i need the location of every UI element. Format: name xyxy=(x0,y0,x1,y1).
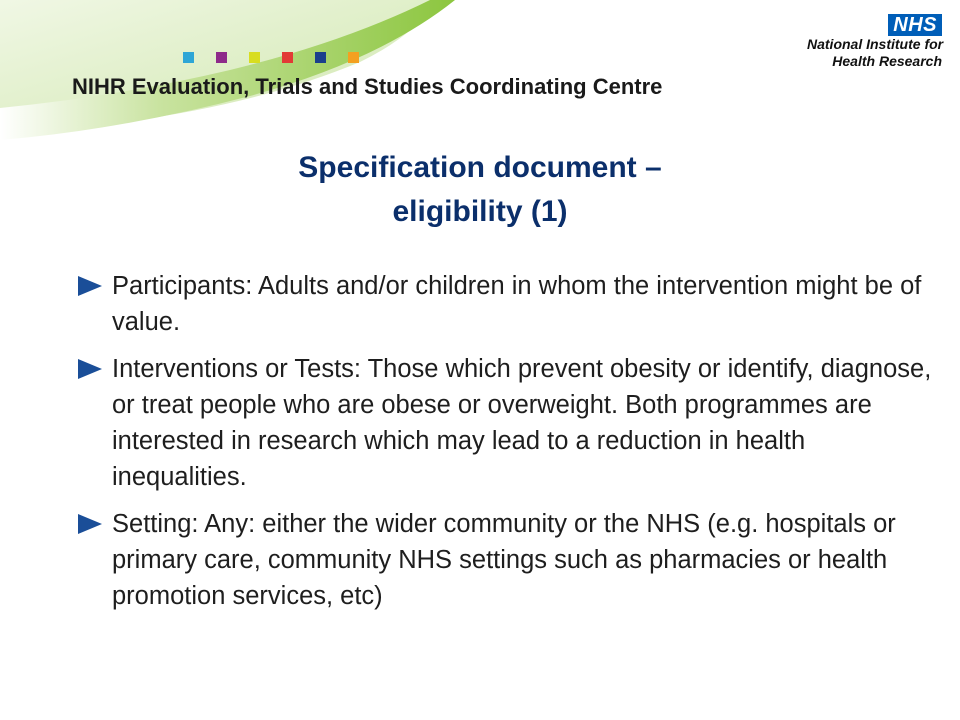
centre-name: NIHR Evaluation, Trials and Studies Coordinating Centre xyxy=(72,74,663,99)
logo-line-1: National Institute for xyxy=(807,36,944,52)
arrow-bullet-icon xyxy=(78,276,102,296)
logo-line-2: Health Research xyxy=(832,53,942,69)
bullet-text: Participants: Adults and/or children in whom the intervention might be of value. xyxy=(112,272,922,336)
dot-6 xyxy=(348,52,359,63)
bullet-interventions xyxy=(78,351,938,495)
color-dots-decoration xyxy=(183,52,359,63)
title-line-2: eligibility (1) xyxy=(392,195,568,228)
bullet-participants xyxy=(78,268,938,340)
nhs-badge: NHS xyxy=(888,14,942,36)
dot-5 xyxy=(315,52,326,63)
bullet-text: Setting: Any: either the wider community or the NHS (e.g. hospitals or primary care, community NHS settings such as pharmacies or health promotion services, etc) xyxy=(112,510,896,610)
arrow-bullet-icon xyxy=(78,514,102,534)
dot-1 xyxy=(183,52,194,63)
dot-3 xyxy=(249,52,260,63)
nihr-logo xyxy=(807,14,942,70)
dot-4 xyxy=(282,52,293,63)
bullet-text: Interventions or Tests: Those which prevent obesity or identify, diagnose, or treat people who are obese or overweight. Both programmes are interested in research which may lead to a reduction in health inequalities. xyxy=(112,355,932,491)
title-line-1: Specification document – xyxy=(298,151,662,184)
bullet-list xyxy=(78,268,938,625)
dot-2 xyxy=(216,52,227,63)
arrow-bullet-icon xyxy=(78,359,102,379)
bullet-setting xyxy=(78,506,938,614)
slide-title xyxy=(160,146,800,234)
